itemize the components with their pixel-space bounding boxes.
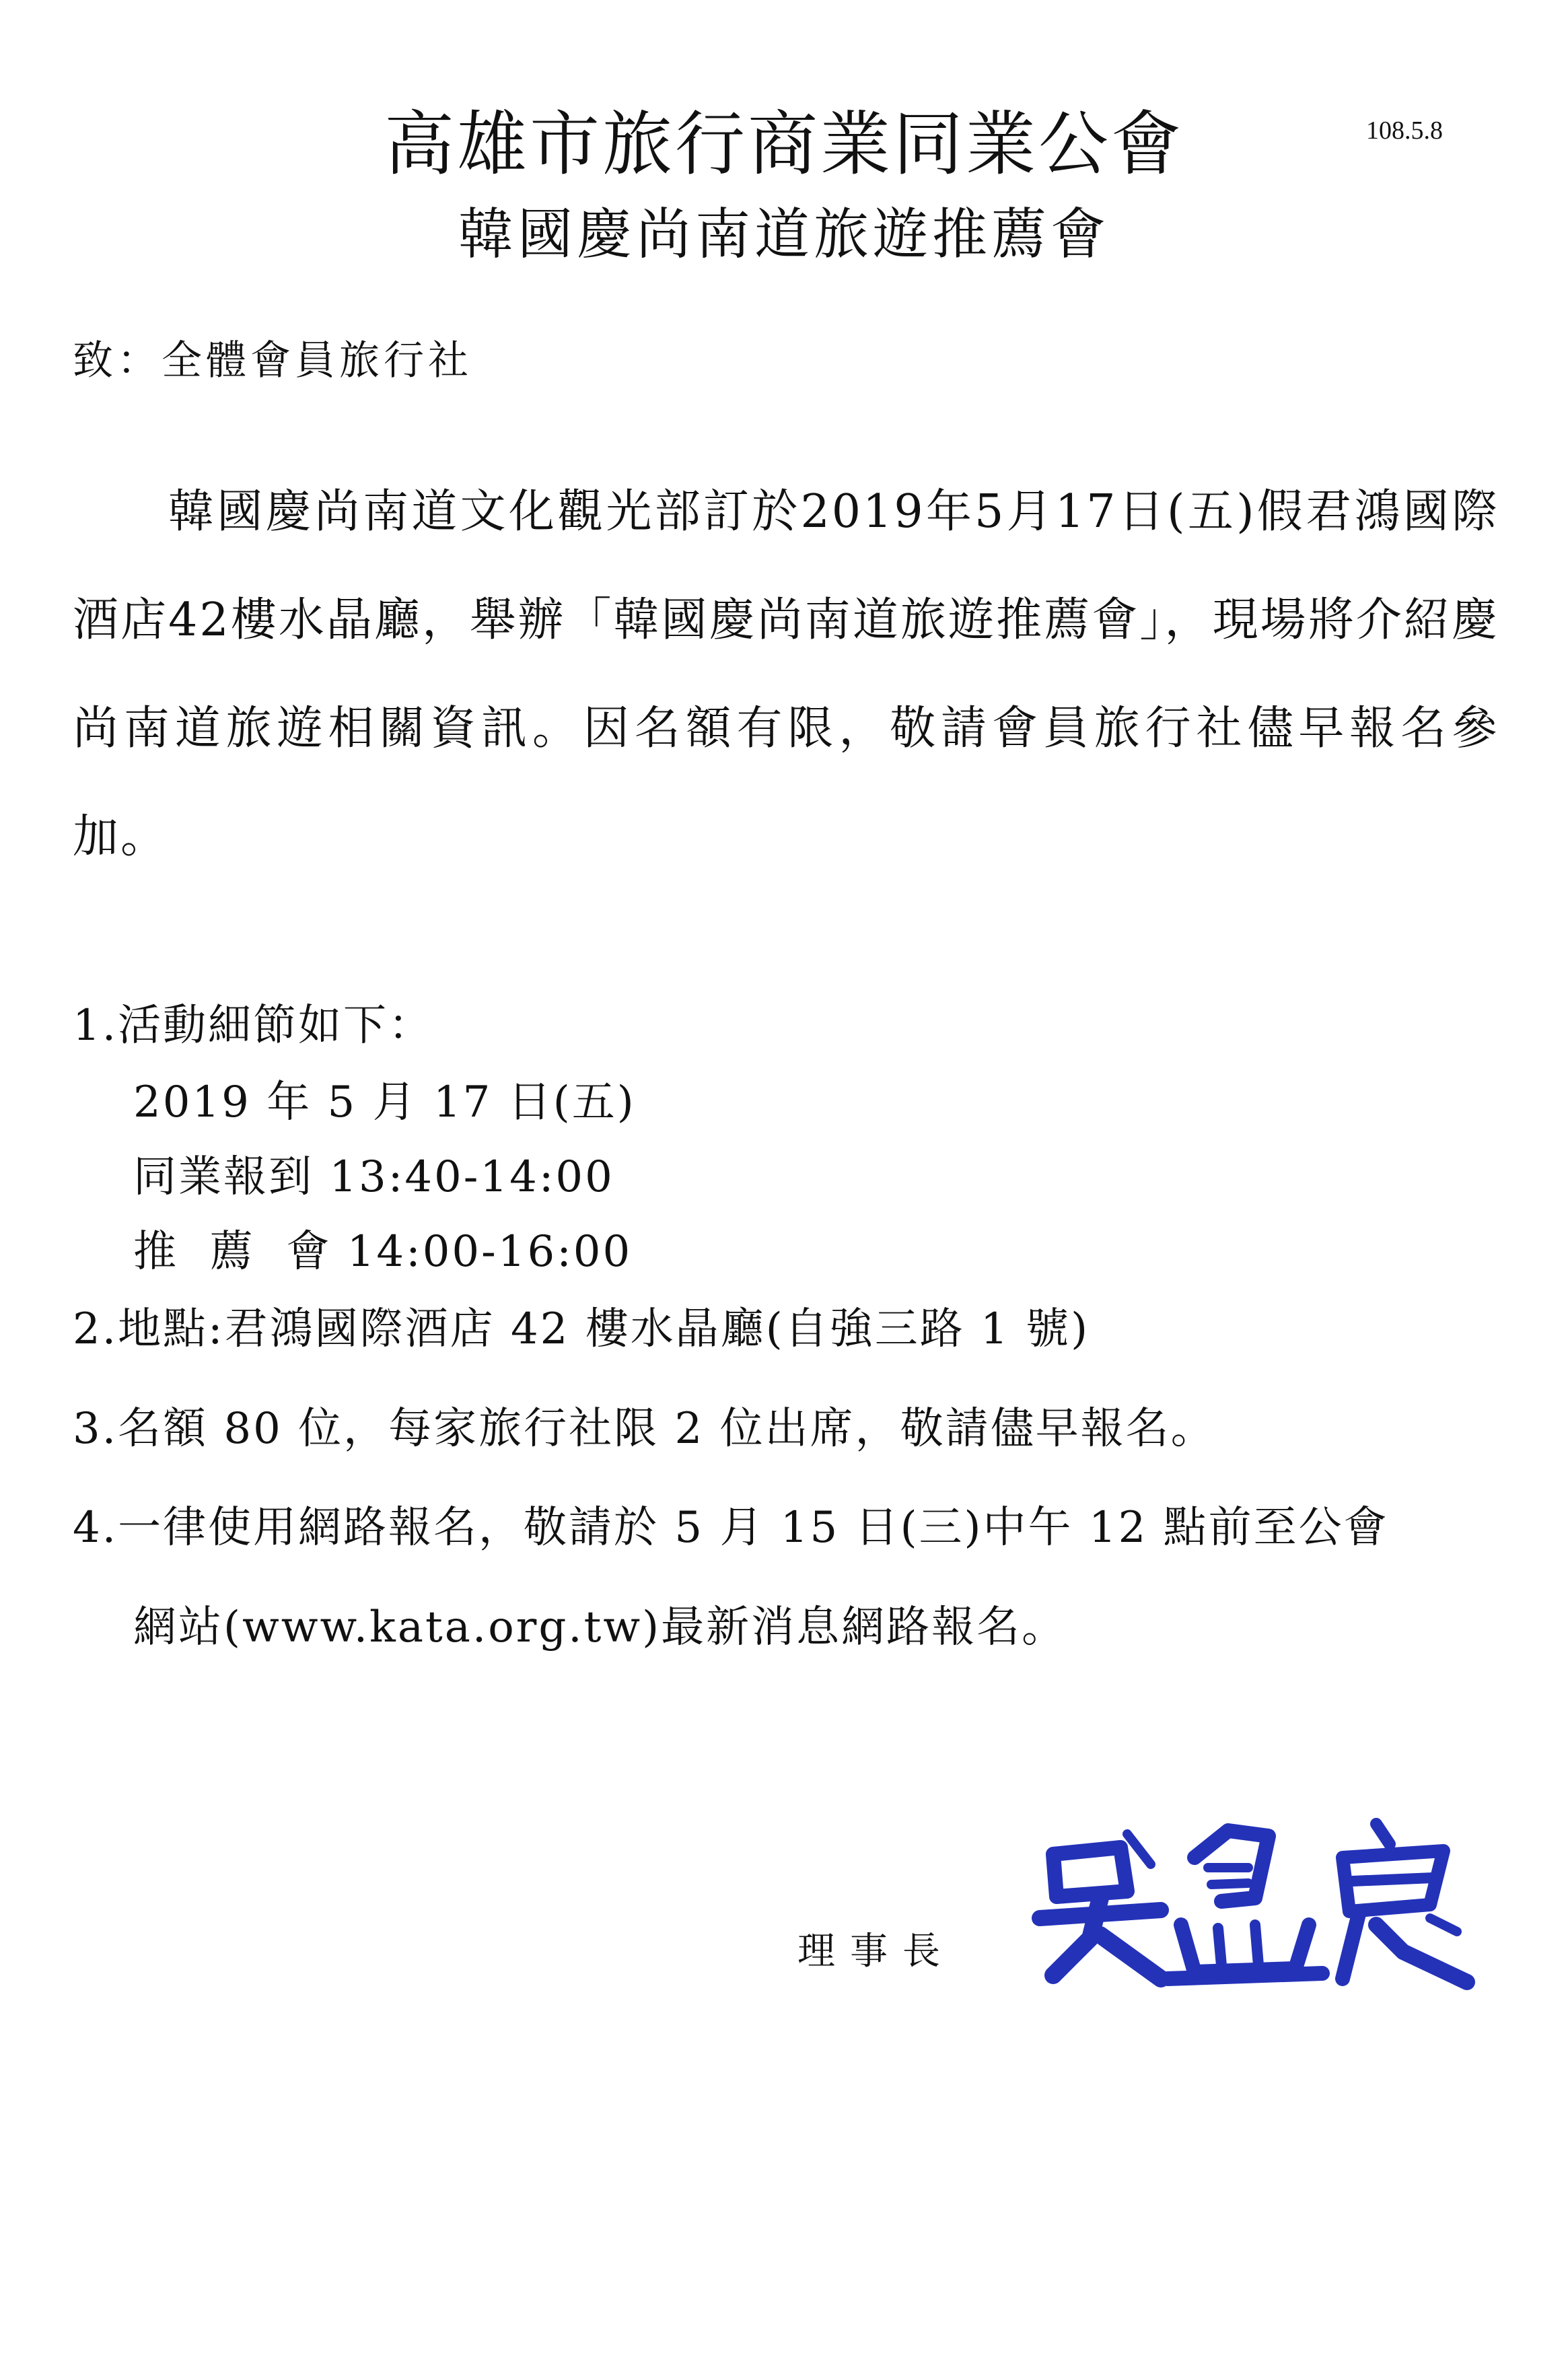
intro-paragraph: 韓國慶尚南道文化觀光部訂於2019年5月17日(五)假君鴻國際酒店42樓水晶廳，舉辦「韓國慶尚南道旅遊推薦會」，現場將介紹慶尚南道旅遊相關資訊。因名額有限，敬請會員旅行社儘早報名參加。 [73,485,1499,864]
details-checkin-time: 同業報到 13:40-14:00 [133,1152,614,1202]
recipient-line: 致：全體會員旅行社 [73,337,472,384]
registration-item-continued: 網站(www.kata.org.tw)最新消息網路報名。 [133,1602,1067,1652]
document-date: 108.5.8 [1366,116,1443,145]
chairman-signature [1026,1817,1477,1992]
details-heading: 1.活動細節如下： [73,1001,434,1051]
event-title: 韓國慶尚南道旅遊推薦會 [458,203,1110,267]
details-session-time: 推 薦 會 14:00-16:00 [133,1227,633,1277]
organization-title: 高雄市旅行商業同業公會 [384,103,1184,185]
registration-item: 4.一律使用網路報名，敬請於 5 月 15 日(三)中午 12 點前至公會 [73,1503,1389,1553]
quota-item: 3.名額 80 位，每家旅行社限 2 位出席，敬請儘早報名。 [73,1404,1216,1454]
details-date: 2019 年 5 月 17 日(五) [133,1078,636,1127]
location-item: 2.地點:君鴻國際酒店 42 樓水晶廳(自強三路 1 號) [73,1304,1090,1354]
signer-title: 理事長 [797,1930,955,1973]
